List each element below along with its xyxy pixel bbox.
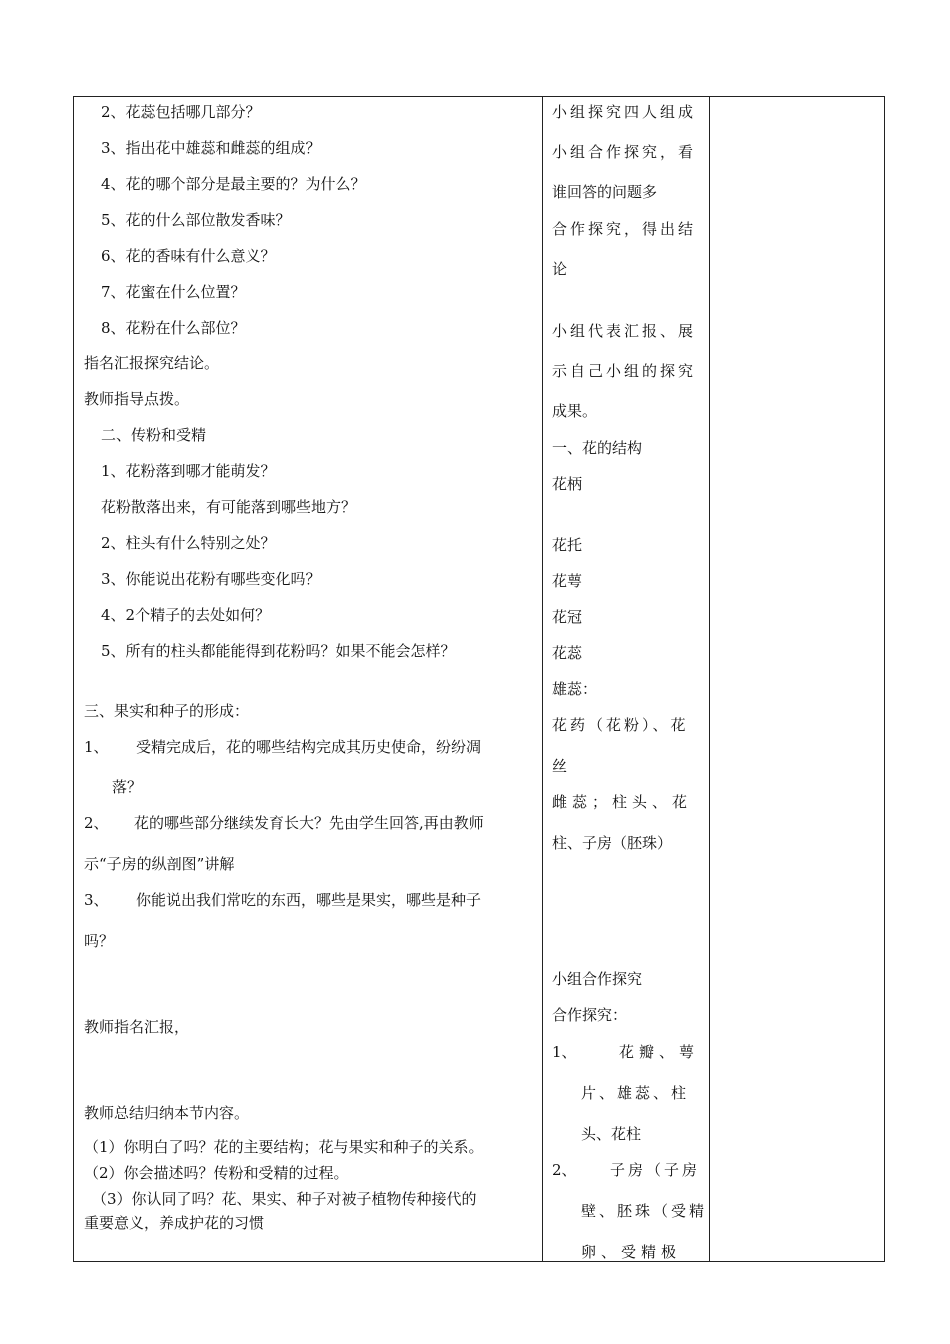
structure-item: 花托	[552, 536, 583, 554]
activity-text: 成果。	[552, 402, 598, 420]
activity-text: 谁回答的问题多	[552, 183, 658, 201]
structure-item: 花蕊	[552, 644, 583, 662]
question-text: 受精完成后，花的哪些结构完成其历史使命，纷纷凋	[136, 738, 482, 756]
lesson-table	[73, 96, 885, 1262]
activity-text: 合作探究：	[552, 1006, 628, 1024]
question-text: 你能说出我们常吃的东西，哪些是果实，哪些是种子	[136, 891, 482, 909]
list-number: 1、	[84, 738, 109, 756]
question-text: 花的哪些部分继续发育长大？先由学生回答,再由教师	[134, 814, 484, 832]
answer-text: 子房（子房	[610, 1161, 701, 1179]
question-text: 4、2个精子的去处如何？	[101, 606, 271, 624]
structure-item: 花冠	[552, 608, 583, 626]
list-number: 1、	[552, 1043, 577, 1061]
structure-item: 雄蕊：	[552, 680, 598, 698]
structure-item: 柱、子房（胚珠）	[552, 834, 673, 852]
summary-text: 重要意义，养成护花的习惯	[84, 1214, 265, 1232]
column-divider	[542, 97, 543, 1261]
summary-text: （3）你认同了吗？花、果实、种子对被子植物传种接代的	[92, 1190, 477, 1208]
list-number: 2、	[84, 814, 109, 832]
question-text: 3、你能说出花粉有哪些变化吗？	[101, 570, 321, 588]
summary-text: （2）你会描述吗？传粉和受精的过程。	[84, 1164, 349, 1182]
notes-column	[711, 97, 884, 1261]
question-text: 5、所有的柱头都能能得到花粉吗？如果不能会怎样？	[101, 642, 456, 660]
activity-text: 合作探究，得出结	[552, 220, 697, 238]
teaching-process-column	[74, 97, 542, 1261]
structure-item: 花药（花粉）、花	[552, 716, 689, 734]
question-text: 8、花粉在什么部位？	[101, 319, 246, 337]
activity-text: 论	[552, 260, 568, 278]
question-text: 6、花的香味有什么意义？	[101, 247, 276, 265]
list-number: 2、	[552, 1161, 577, 1179]
question-text: 落？	[112, 778, 143, 796]
instruction-text: 教师指导点拨。	[84, 390, 190, 408]
instruction-text: 教师指名汇报，	[84, 1018, 190, 1036]
answer-text: 片、雄蕊、柱	[581, 1084, 690, 1102]
question-text: 3、指出花中雄蕊和雌蕊的组成？	[101, 139, 321, 157]
question-text: 花粉散落出来，有可能落到哪些地方？	[101, 498, 357, 516]
activity-text: 小组合作探究	[552, 970, 643, 988]
answer-text: 头、花柱	[581, 1125, 642, 1143]
student-activity-column	[544, 97, 707, 1261]
column-divider	[709, 97, 710, 1261]
answer-text: 花瓣、萼	[619, 1043, 700, 1061]
question-text: 2、柱头有什么特别之处？	[101, 534, 276, 552]
list-number: 3、	[84, 891, 109, 909]
instruction-text: 教师总结归纳本节内容。	[84, 1104, 250, 1122]
question-text: 4、花的哪个部分是最主要的？为什么？	[101, 175, 366, 193]
question-text: 1、花粉落到哪才能萌发？	[101, 462, 276, 480]
summary-text: （1）你明白了吗？花的主要结构；花与果实和种子的关系。	[84, 1138, 484, 1156]
activity-text: 示自己小组的探究	[552, 362, 697, 380]
question-text: 吗？	[84, 932, 115, 950]
question-text: 5、花的什么部位散发香味？	[101, 211, 291, 229]
instruction-text: 指名汇报探究结论。	[84, 354, 220, 372]
structure-item: 花柄	[552, 475, 583, 493]
question-text: 示“子房的纵剖图”讲解	[84, 855, 235, 873]
activity-text: 小组代表汇报、展	[552, 322, 697, 340]
structure-heading: 一、花的结构	[552, 439, 643, 457]
answer-text: 壁、胚珠（受精	[581, 1202, 707, 1220]
section-heading: 二、传粉和受精	[101, 426, 207, 444]
structure-item: 雌蕊；柱头、花	[552, 793, 693, 811]
structure-item: 花萼	[552, 572, 583, 590]
structure-item: 丝	[552, 757, 568, 775]
question-text: 7、花蜜在什么位置？	[101, 283, 246, 301]
activity-text: 小组合作探究，看	[552, 143, 697, 161]
activity-text: 小组探究四人组成	[552, 103, 697, 121]
section-heading: 三、果实和种子的形成：	[84, 702, 250, 720]
question-text: 2、花蕊包括哪几部分？	[101, 103, 261, 121]
answer-text: 卵、受精极	[581, 1243, 682, 1261]
